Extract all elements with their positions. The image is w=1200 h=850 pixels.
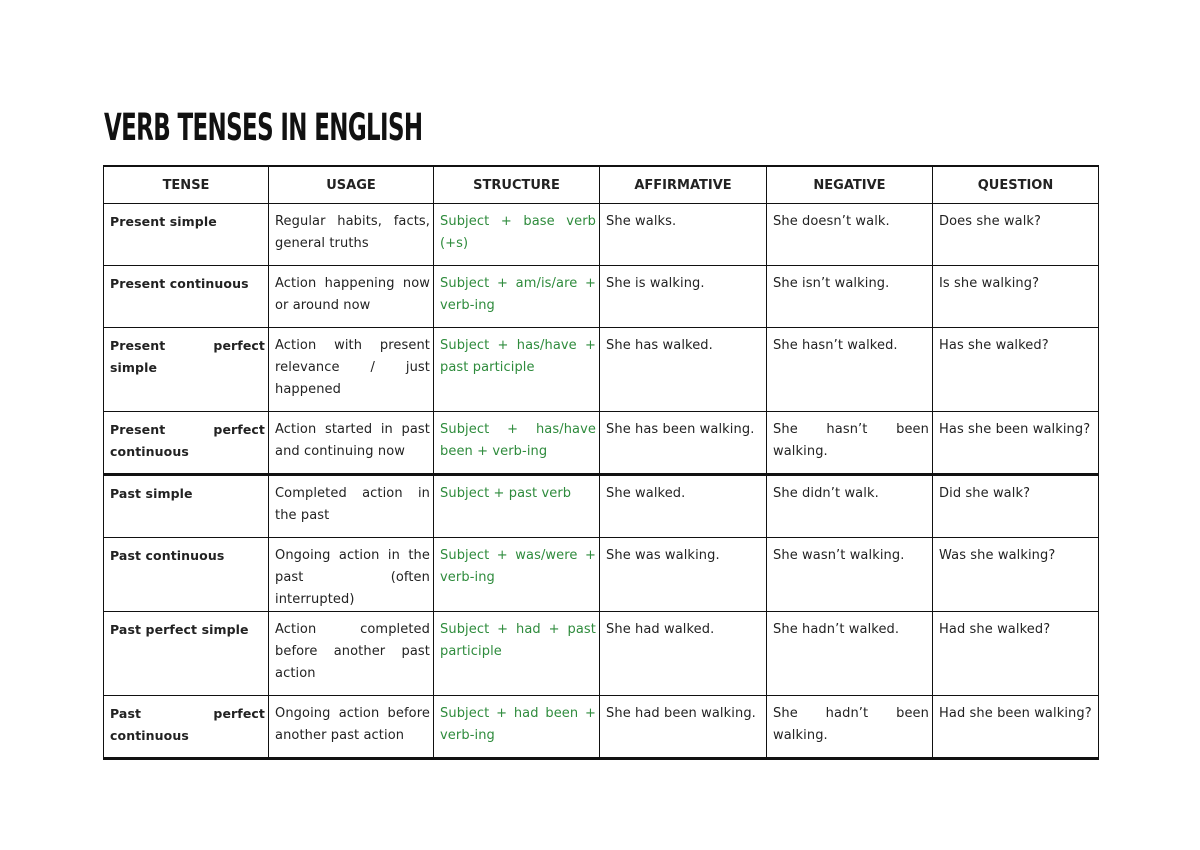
table-row xyxy=(104,204,1099,266)
negative-cell: She hadn’t been walking. xyxy=(767,696,933,759)
table-row xyxy=(104,412,1099,475)
usage-cell: Action with present relevance / just happened xyxy=(269,328,434,412)
structure-cell: Subject + had + past participle xyxy=(434,612,600,696)
negative-cell: She isn’t walking. xyxy=(767,266,933,328)
tense-cell: Past perfect continuous xyxy=(104,696,269,759)
negative-cell: She didn’t walk. xyxy=(767,475,933,538)
table-header-row xyxy=(104,166,1099,204)
structure-cell: Subject + base verb (+s) xyxy=(434,204,600,266)
affirmative-cell: She walks. xyxy=(600,204,767,266)
question-cell: Did she walk? xyxy=(933,475,1099,538)
negative-cell: She wasn’t walking. xyxy=(767,538,933,612)
table-row xyxy=(104,696,1099,759)
affirmative-cell: She has been walking. xyxy=(600,412,767,475)
tense-cell: Past perfect simple xyxy=(104,612,269,696)
structure-cell: Subject + past verb xyxy=(434,475,600,538)
page-title: VERB TENSES IN ENGLISH xyxy=(104,106,423,149)
negative-cell: She hasn’t been walking. xyxy=(767,412,933,475)
table-row xyxy=(104,475,1099,538)
structure-cell: Subject + am/is/are + verb-ing xyxy=(434,266,600,328)
tense-cell: Present simple xyxy=(104,204,269,266)
table-row xyxy=(104,266,1099,328)
question-cell: Has she walked? xyxy=(933,328,1099,412)
header-structure: STRUCTURE xyxy=(434,166,600,204)
usage-cell: Ongoing action in the past (often interrupted) xyxy=(269,538,434,612)
usage-cell: Completed action in the past xyxy=(269,475,434,538)
tense-cell: Present perfect continuous xyxy=(104,412,269,475)
affirmative-cell: She is walking. xyxy=(600,266,767,328)
usage-cell: Regular habits, facts, general truths xyxy=(269,204,434,266)
question-cell: Had she been walking? xyxy=(933,696,1099,759)
structure-cell: Subject + has/have been + verb-ing xyxy=(434,412,600,475)
usage-cell: Action happening now or around now xyxy=(269,266,434,328)
tense-cell: Present continuous xyxy=(104,266,269,328)
usage-cell: Action started in past and continuing now xyxy=(269,412,434,475)
header-usage: USAGE xyxy=(269,166,434,204)
structure-cell: Subject + had been + verb-ing xyxy=(434,696,600,759)
table-row xyxy=(104,328,1099,412)
affirmative-cell: She walked. xyxy=(600,475,767,538)
usage-cell: Ongoing action before another past action xyxy=(269,696,434,759)
tense-cell: Past continuous xyxy=(104,538,269,612)
affirmative-cell: She has walked. xyxy=(600,328,767,412)
structure-cell: Subject + was/were + verb-ing xyxy=(434,538,600,612)
header-question: QUESTION xyxy=(933,166,1099,204)
question-cell: Does she walk? xyxy=(933,204,1099,266)
question-cell: Was she walking? xyxy=(933,538,1099,612)
negative-cell: She hadn’t walked. xyxy=(767,612,933,696)
verb-tenses-table xyxy=(103,165,1099,760)
tense-cell: Past simple xyxy=(104,475,269,538)
affirmative-cell: She had walked. xyxy=(600,612,767,696)
header-negative: NEGATIVE xyxy=(767,166,933,204)
negative-cell: She hasn’t walked. xyxy=(767,328,933,412)
affirmative-cell: She was walking. xyxy=(600,538,767,612)
negative-cell: She doesn’t walk. xyxy=(767,204,933,266)
affirmative-cell: She had been walking. xyxy=(600,696,767,759)
header-tense: TENSE xyxy=(104,166,269,204)
table-row xyxy=(104,612,1099,696)
question-cell: Had she walked? xyxy=(933,612,1099,696)
question-cell: Has she been walking? xyxy=(933,412,1099,475)
table-row xyxy=(104,538,1099,612)
tense-cell: Present perfect simple xyxy=(104,328,269,412)
usage-cell: Action completed before another past action xyxy=(269,612,434,696)
header-affirmative: AFFIRMATIVE xyxy=(600,166,767,204)
question-cell: Is she walking? xyxy=(933,266,1099,328)
structure-cell: Subject + has/have + past participle xyxy=(434,328,600,412)
